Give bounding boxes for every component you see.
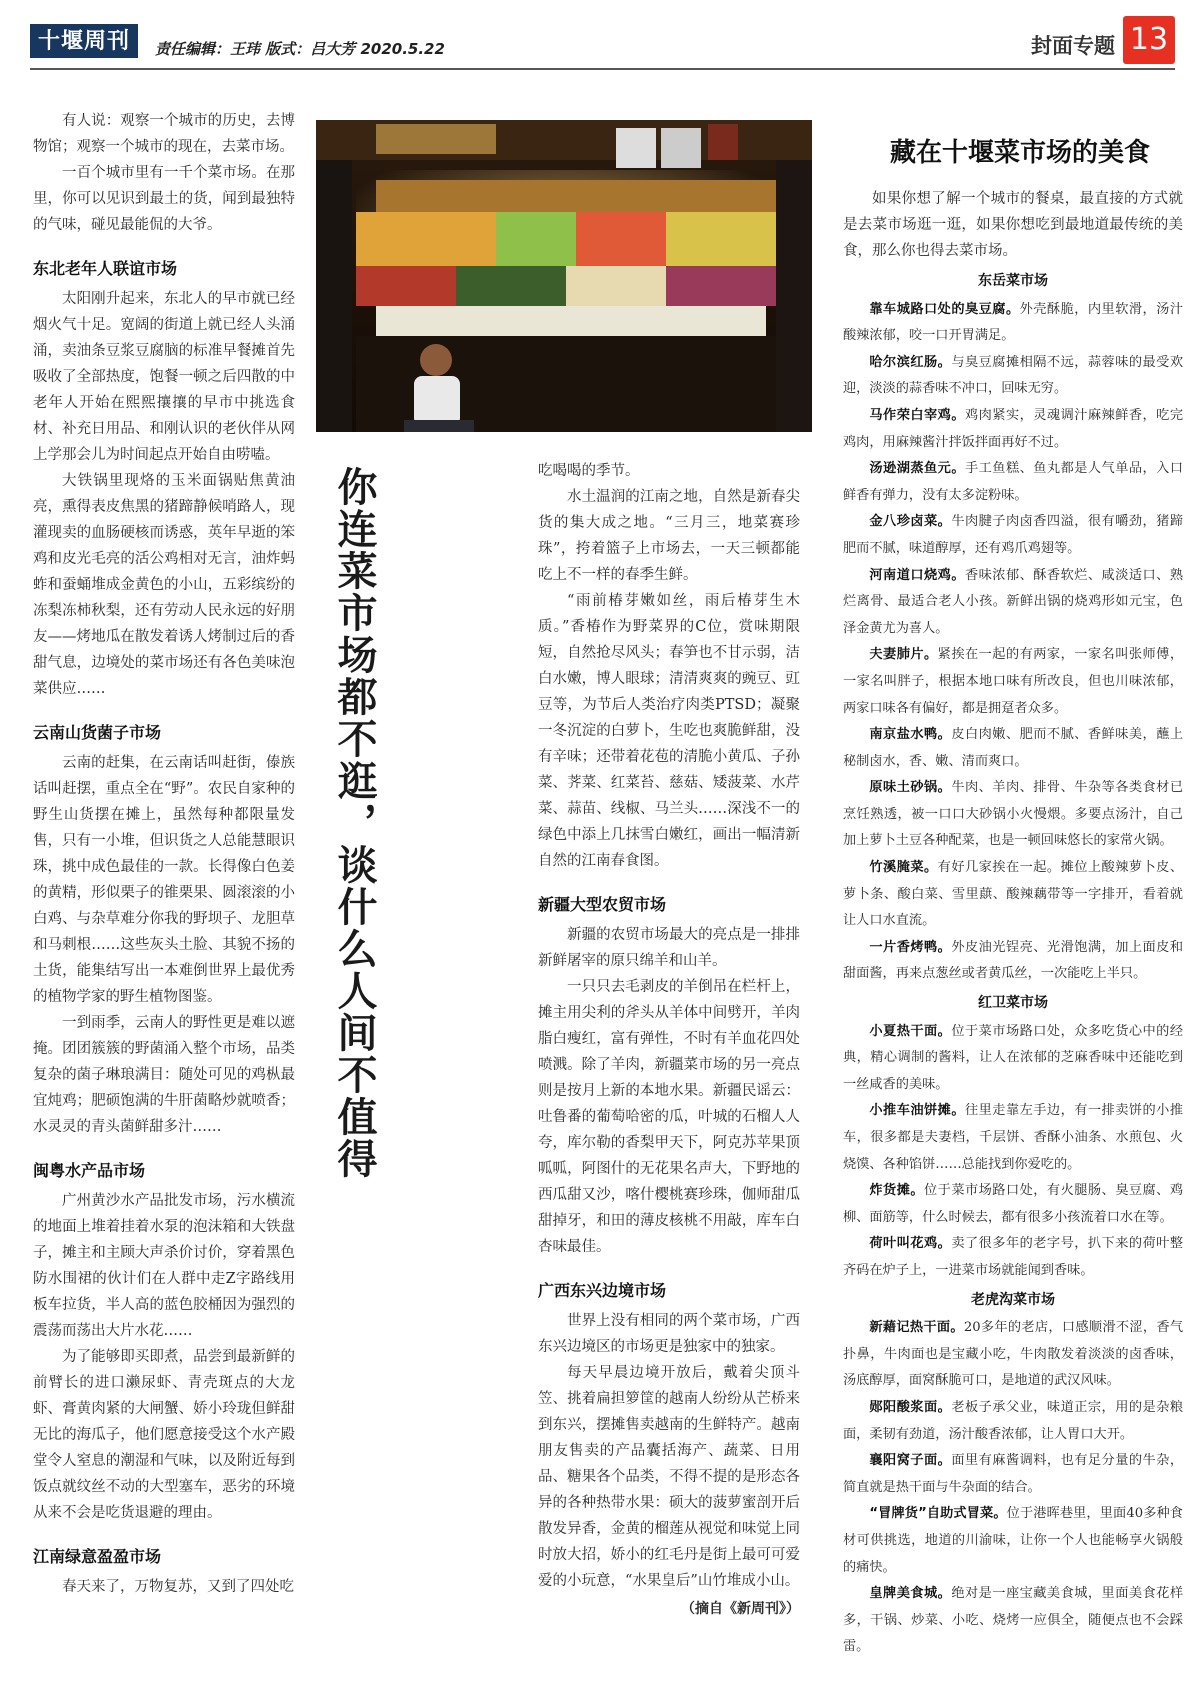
paragraph: 云南的赶集，在云南话叫赶街，傣族话叫赶摆，重点全在“野”。农民自家种的野生山货摆在摊上，虽然每种都限量发售，只有一小堆，但识货之人总能慧眼识珠，挑中成色最佳的一款。长得像白色姜的黄精，形似栗子的锥栗果、圆滚滚的小白鸡、与杂草难分你我的野坝子、龙胆草和马刺根……这些灰头土脸、其貌不扬的土货，能集结写出一本难倒世界上最优秀的植物学家的野生植物图鉴。 (33, 755, 295, 1005)
food-entry (843, 1581, 1183, 1661)
food-entry (843, 1178, 1183, 1231)
subheading-guangxi: 广西东兴边境市场 (538, 1281, 667, 1300)
food-name: 小夏热干面。 (869, 1023, 952, 1039)
paragraph: 有人说：观察一个城市的历史，去博物馆；观察一个城市的现在，去菜市场。 (33, 113, 295, 155)
food-desc: 卖了很多年的老字号，扒下来的荷叶整齐码在炉子上，一进菜市场就能闻到香味。 (843, 1236, 1184, 1278)
food-name: 南京盐水鸭。 (869, 727, 952, 743)
food-entry (843, 1019, 1183, 1099)
food-entry (843, 1098, 1183, 1178)
food-entry (843, 775, 1183, 855)
food-desc: 皮白肉嫩、肥而不腻、香鲜味美，蘸上秘制卤水，香、嫩、清而爽口。 (843, 727, 1184, 769)
paragraph: 一到雨季，云南人的野性更是难以遮掩。团团簇簇的野菌涌入整个市场，品类复杂的菌子琳琅满目：随处可见的鸡枞最宜炖鸡；肥硕饱满的牛肝菌略炒就喷香；水灵灵的青头菌鲜甜多汁…… (33, 1015, 295, 1135)
feature-title: 你连菜市场都不逛，谈什么人间不值得 (331, 466, 378, 1180)
fruit-display (356, 180, 776, 336)
food-desc: 有好几家挨在一起。摊位上酸辣萝卜皮、萝卜条、酸白菜、雪里蕻、酸辣藕带等一字排开，看着就让人口水直流。 (843, 860, 1184, 929)
food-entry (843, 403, 1183, 456)
source-note: （摘自《新周刊》） (681, 1601, 800, 1617)
page-header (30, 16, 1175, 68)
food-entry (843, 509, 1183, 562)
market-photo-illustration (316, 120, 812, 432)
market-stall-photo (316, 120, 812, 432)
subheading-jiangnan: 江南绿意盈盈市场 (33, 1547, 162, 1566)
market-heading-hongwei: 红卫菜市场 (978, 995, 1048, 1012)
food-name: 小推车油饼摊。 (869, 1103, 965, 1119)
food-entry (843, 1448, 1183, 1501)
sidebar-article-title: 藏在十堰菜市场的美食 (889, 138, 1150, 168)
food-desc: 香味浓郁、酥香软烂、咸淡适口、熟烂离骨、最适合老人小孩。新鲜出锅的烧鸡形如元宝，色泽金黄尤为喜人。 (843, 567, 1184, 636)
food-entry (843, 350, 1183, 403)
market-heading-laohugou: 老虎沟菜市场 (971, 1291, 1055, 1308)
food-entry (843, 722, 1183, 775)
paragraph: 吃喝喝的季节。 (538, 463, 640, 479)
newspaper-logo: 十堰周刊 (30, 24, 138, 58)
food-name: 郧阳酸浆面。 (869, 1399, 952, 1415)
food-name: “冒牌货”自助式冒菜。 (869, 1506, 1007, 1522)
food-name: 炸货摊。 (869, 1183, 925, 1199)
paragraph: 为了能够即买即煮，品尝到最新鲜的前臂长的进口濑尿虾、青壳斑点的大龙虾、膏黄肉紧的大闸蟹、娇小玲珑但鲜甜无比的海瓜子，他们愿意接受这个水产殿堂令人窒息的潮湿和气味，以及附近每到饭点就纹丝不动的大型塞车，恶劣的环境从来不会是吃货退避的理由。 (33, 1349, 295, 1521)
food-entry (843, 1231, 1183, 1284)
paragraph: 一只只去毛剥皮的羊倒吊在栏杆上，摊主用尖利的斧头从羊体中间劈开，羊肉脂白瘦红，富有弹性，不时有羊血花四处喷溅。除了羊肉，新疆菜市场的另一亮点则是按月上新的本地水果。新疆民谣云：吐鲁番的葡萄哈密的瓜，叶城的石榴人人夸，库尔勒的香梨甲天下，阿克苏苹果顶呱呱，阿图什的无花果名声大，下野地的西瓜甜又沙，喀什樱桃赛珍珠，伽师甜瓜甜掉牙，和田的薄皮核桃不用敲，库车白杏味最佳。 (538, 979, 800, 1255)
sidebar-article (843, 186, 1183, 1661)
food-desc: 位于菜市场路口处，有火腿肠、臭豆腐、鸡柳、面筋等，什么时候去，都有很多小孩流着口水在等。 (843, 1183, 1184, 1225)
food-name: 金八珍卤菜。 (869, 514, 952, 530)
food-desc: 位于菜市场路口处，众多吃货心中的经典，精心调制的酱料，让人在浓郁的芝麻香味中还能吃到一丝咸香的美味。 (843, 1023, 1184, 1092)
subheading-yunnan: 云南山货菌子市场 (33, 723, 162, 742)
food-desc: 牛肉、羊肉、排骨、牛杂等各类食材已烹饪熟透，被一口口大砂锅小火慢煨。多要点汤汁，自己加上萝卜土豆各种配菜，也是一顿回味悠长的家常火锅。 (843, 780, 1184, 849)
food-desc: 紧挨在一起的有两家，一家名叫张师傅，一家名叫胖子，根据本地口味有所改良，但也川味浓郁，两家口味各有偏好，都是拥趸者众多。 (843, 647, 1184, 716)
food-entry (843, 563, 1183, 643)
food-name: 河南道口烧鸡。 (869, 567, 965, 583)
food-desc: 牛肉腱子肉卤香四溢，很有嚼劲，猪蹄肥而不腻，味道醇厚，还有鸡爪鸡翅等。 (843, 514, 1184, 556)
paragraph: 太阳刚升起来，东北人的早市就已经烟火气十足。宽阔的街道上就已经人头涌涌，卖油条豆浆豆腐脑的标准早餐摊首先吸收了全部热度，饱餐一顿之后四散的中老年人开始在熙熙攘攘的早市中挑选食材、补充日用品、和刚认识的老伙伴从网上学那会儿为时间起点开始自由唠嗑。 (33, 291, 295, 463)
header-rule (30, 68, 1175, 70)
food-desc: 往里走靠左手边，有一排卖饼的小推车，很多都是夫妻档，千层饼、香酥小油条、水煎包、火烧馍、各种馅饼……总能找到你爱吃的。 (843, 1103, 1184, 1172)
food-name: 原味土砂锅。 (869, 780, 952, 796)
intro-paragraph: 如果你想了解一个城市的餐桌，最直接的方式就是去菜市场逛一逛，如果你想吃到最地道最传统的美食，那么你也得去菜市场。 (843, 191, 1183, 259)
paragraph: 大铁锅里现烙的玉米面锅贴焦黄油亮，熏得表皮焦黑的猪蹄静候哨路人，现灌现卖的血肠硬核而诱惑，英年早逝的笨鸡和皮光毛亮的活公鸡相对无言，油炸蚂蚱和蚕蛹堆成金黄色的小山，五彩缤纷的冻梨冻柿秋梨，还有劳动人民永远的好朋友——烤地瓜在散发着诱人烤制过后的香甜气息，边境处的菜市场还有各色美味泡菜供应…… (33, 473, 295, 697)
food-entry (843, 456, 1183, 509)
food-name: 竹溪腌菜。 (869, 860, 938, 876)
article-column-2 (538, 458, 800, 1622)
section-title: 封面专题 (1031, 34, 1115, 58)
food-name: 襄阳窝子面。 (869, 1453, 952, 1469)
food-entry (843, 855, 1183, 935)
paragraph: 世界上没有相同的两个菜市场，广西东兴边境区的市场更是独家中的独家。 (538, 1313, 800, 1355)
food-desc: 绝对是一座宝藏美食城，里面美食花样多，干锅、炒菜、小吃、烧烤一应俱全，随便点也不会踩雷。 (843, 1586, 1184, 1655)
market-heading-dongyue: 东岳菜市场 (978, 273, 1048, 289)
paragraph: 春天来了，万物复苏，又到了四处吃 (62, 1579, 294, 1595)
food-name: 皇牌美食城。 (869, 1586, 952, 1602)
paragraph: 广州黄沙水产品批发市场，污水横流的地面上堆着挂着水泵的泡沫箱和大铁盘子，摊主和主顾大声杀价讨价，穿着黑色防水围裙的伙计们在人群中走Z字路线用板车拉货，半人高的蓝色胶桶因为强烈的震荡而荡出大片水花…… (33, 1193, 295, 1339)
food-name: 夫妻肺片。 (869, 647, 938, 663)
food-name: 靠车城路口处的臭豆腐。 (869, 301, 1020, 317)
food-name: 一片香烤鸭。 (869, 939, 952, 955)
food-desc: 20多年的老店，口感顺滑不涩，香气扑鼻，牛肉面也是宝藏小吃，牛肉散发着淡淡的卤香味，汤底醇厚，面窝酥脆可口，是地道的武汉风味。 (843, 1320, 1184, 1389)
food-entry (843, 297, 1183, 350)
food-name: 汤逊湖蒸鱼元。 (869, 461, 965, 477)
food-desc: 与臭豆腐摊相隔不远，蒜蓉味的最受欢迎，淡淡的蒜香味不冲口，回味无穷。 (843, 354, 1184, 397)
food-desc: 外壳酥脆，内里软滑，汤汁酸辣浓郁，咬一口开胃满足。 (843, 301, 1184, 344)
editor-info: 责任编辑：王玮 版式：吕大芳 2020.5.22 (155, 40, 445, 58)
food-desc: 鸡肉紧实，灵魂调汁麻辣鲜香，吃完鸡肉，用麻辣酱汁拌饭拌面再好不过。 (843, 407, 1184, 450)
paragraph: “雨前椿芽嫩如丝，雨后椿芽生木质。”香椿作为野菜界的C位，赏味期限短，自然抢尽风头；春笋也不甘示弱，洁白水嫩，博人眼球；清清爽爽的豌豆、豇豆等，为节后人类治疗肉类PTSD；凝聚一冬沉淀的白萝卜，生吃也爽脆鲜甜，没有辛味；还带着花苞的清脆小黄瓜、子孙菜、荠菜、红菜苔、慈菇、矮菠菜、水芹菜、蒜苗、线椒、马兰头……深浅不一的绿色中添上几抹雪白嫩红，画出一幅清新自然的江南春食图。 (538, 593, 800, 869)
food-entry (843, 1501, 1183, 1581)
food-entry (843, 1395, 1183, 1448)
paragraph: 新疆的农贸市场最大的亮点是一排排新鲜屠宰的原只绵羊和山羊。 (538, 927, 800, 969)
food-name: 哈尔滨红肠。 (869, 354, 952, 370)
subheading-dongbei: 东北老年人联谊市场 (33, 259, 178, 278)
food-entry (843, 1315, 1183, 1395)
food-entry (843, 642, 1183, 722)
subheading-minyue: 闽粤水产品市场 (33, 1161, 146, 1180)
paragraph: 每天早晨边境开放后，戴着尖顶斗笠、挑着扁担箩筐的越南人纷纷从芒桥来到东兴，摆摊售卖越南的生鲜特产。越南朋友售卖的产品囊括海产、蔬菜、日用品、糖果各个品类，不得不提的是形态各异的各种热带水果：硕大的菠萝蜜剖开后散发异香，金黄的榴莲从视觉和味觉上同时放大招，娇小的红毛丹是街上最可可爱爱的小玩意，“水果皇后”山竹堆成小山。 (538, 1365, 800, 1589)
paragraph: 一百个城市里有一千个菜市场。在那里，你可以见识到最土的货，闻到最独特的气味，碰见最能侃的大爷。 (33, 165, 295, 233)
food-desc: 手工鱼糕、鱼丸都是人气单品，入口鲜香有弹力，没有太多淀粉味。 (843, 461, 1184, 503)
article-column-1 (33, 108, 295, 1600)
subheading-xinjiang: 新疆大型农贸市场 (538, 895, 667, 914)
food-desc: 老板子承父业，味道正宗，用的是杂粮面，柔韧有劲道，汤汁酸香浓郁，让人胃口大开。 (843, 1399, 1184, 1442)
food-name: 新藉记热干面。 (869, 1320, 964, 1336)
food-desc: 位于港晖巷里，里面40多种食材可供挑选，地道的川渝味，让你一个人也能畅享火锅般的痛快。 (843, 1506, 1183, 1575)
page-number: 13 (1123, 16, 1175, 64)
food-entry (843, 935, 1183, 988)
paragraph: 水土温润的江南之地，自然是新春尖货的集大成之地。“三月三，地菜赛珍珠”，挎着篮子上市场去，一天三顿都能吃上不一样的春季生鲜。 (538, 489, 800, 583)
food-name: 荷叶叫花鸡。 (869, 1236, 952, 1252)
food-desc: 外皮油光锃亮、光滑饱满，加上面皮和甜面酱，再来点葱丝或者黄瓜丝，一次能吃上半只。 (843, 939, 1184, 982)
food-name: 马作荣白宰鸡。 (869, 407, 965, 423)
food-desc: 面里有麻酱调料，也有足分量的牛杂，简直就是热干面与牛杂面的结合。 (843, 1453, 1184, 1495)
